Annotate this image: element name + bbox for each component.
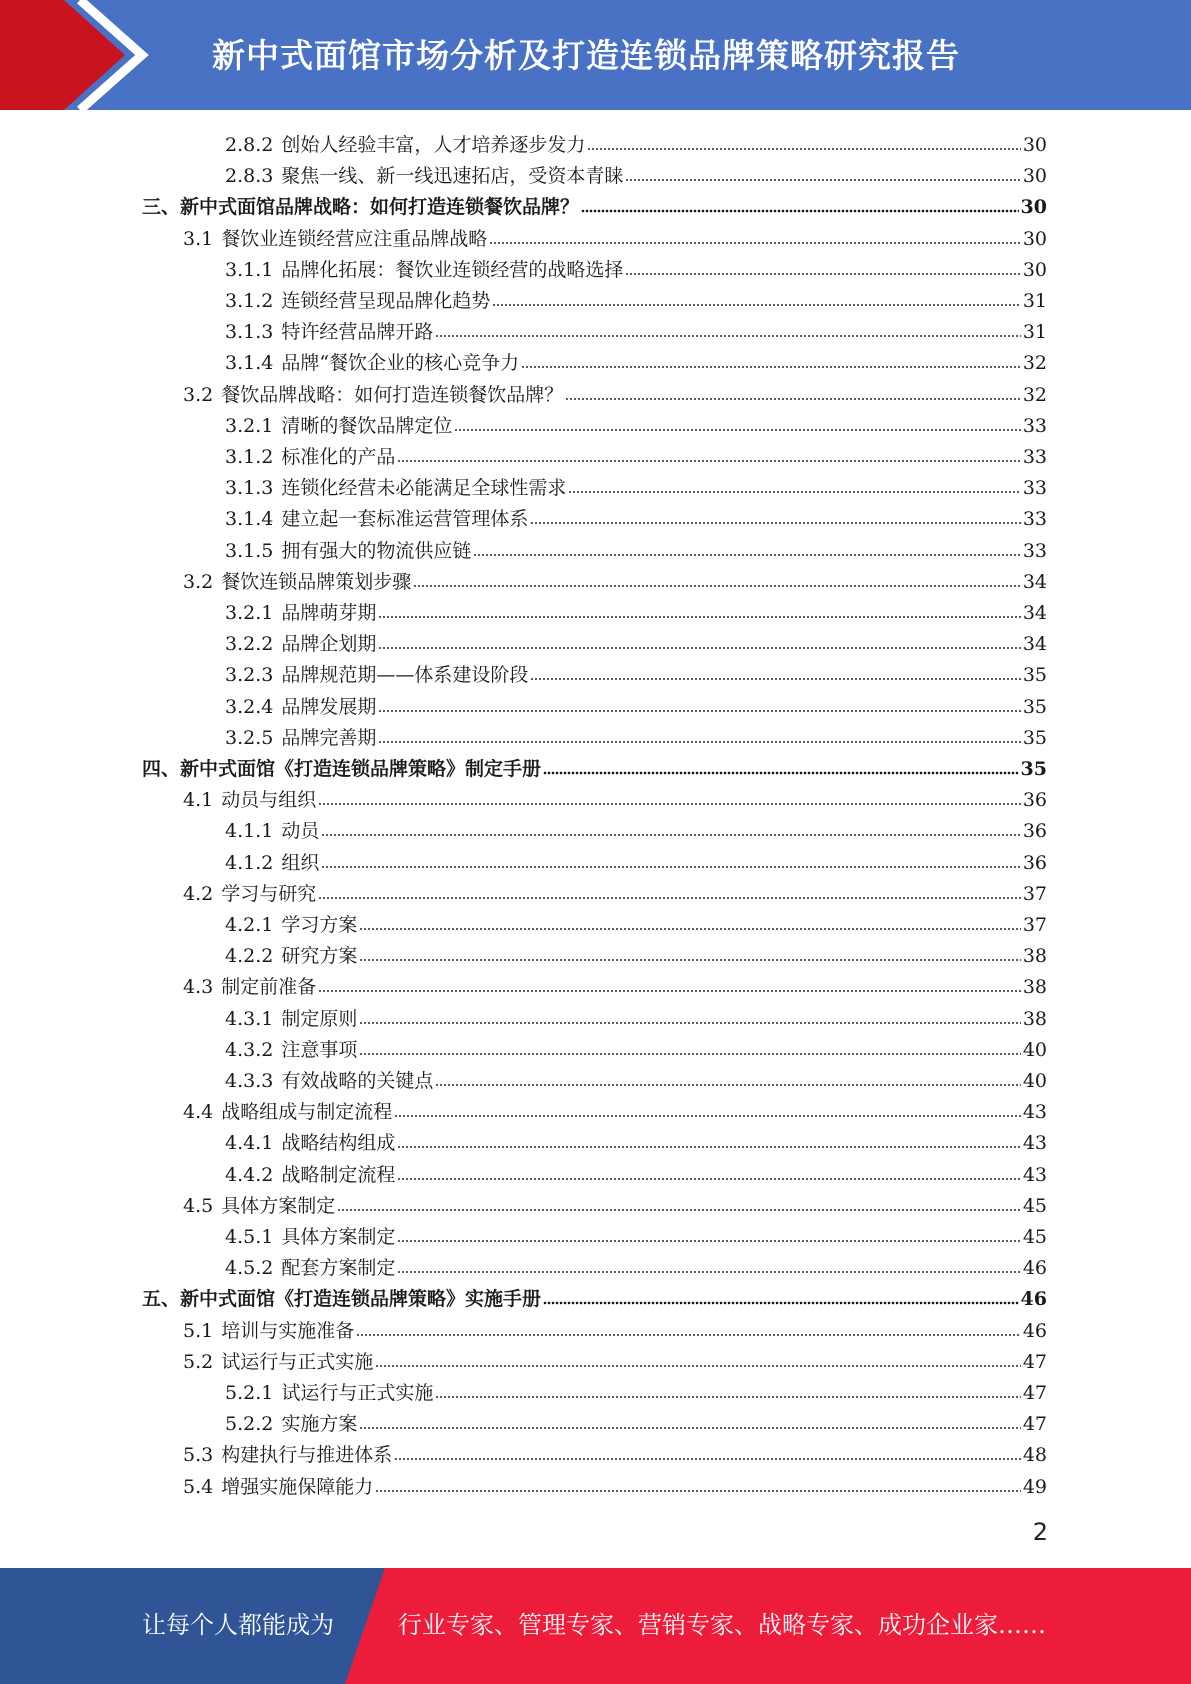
toc-entry-title: 连锁化经营未必能满足全球性需求 (281, 477, 567, 500)
toc-dot-leader (359, 1051, 1020, 1057)
toc-entry-page: 36 (1022, 851, 1047, 874)
toc-dot-leader (397, 1176, 1020, 1182)
toc-dot-leader (397, 1238, 1020, 1244)
toc-dot-leader (394, 1113, 1021, 1119)
toc-entry-title: 构建执行与推进体系 (221, 1444, 393, 1467)
toc-entry-page: 48 (1022, 1444, 1047, 1467)
toc-entry-title: 增强实施保障能力 (221, 1475, 374, 1498)
toc-dot-leader (394, 1456, 1021, 1462)
toc-entry-number: 3.2 (183, 570, 214, 593)
toc-dot-leader (454, 427, 1020, 433)
toc-entry-page: 32 (1022, 383, 1047, 406)
toc-entry-title: 建立起一套标准运营管理体系 (281, 508, 529, 531)
toc-entry-number: 3.1.3 (225, 477, 274, 500)
toc-entry-page: 38 (1022, 976, 1047, 999)
toc-entry-title: 配套方案制定 (281, 1257, 396, 1280)
toc-entry-title: 品牌完善期 (281, 726, 377, 749)
toc-entry-title: 餐饮品牌战略：如何打造连锁餐饮品牌？ (221, 383, 564, 406)
toc-entry-title: 有效战略的关键点 (281, 1070, 434, 1092)
toc-entry[interactable] (225, 1032, 1047, 1063)
toc-entry-page: 30 (1022, 165, 1047, 188)
toc-entry-number: 4.4.1 (225, 1132, 274, 1155)
toc-entry-page: 40 (1022, 1038, 1047, 1061)
toc-entry-number: 3.1.4 (225, 352, 274, 375)
toc-entry-number: 4.2 (183, 882, 214, 905)
toc-entry-title: 四、新中式面馆《打造连锁品牌策略》制定手册 (142, 758, 542, 780)
toc-entry-number: 3.2.2 (225, 633, 274, 656)
toc-entry-number: 3.1.3 (225, 321, 274, 344)
toc-entry-number: 3.2.1 (225, 414, 274, 437)
toc-dot-leader (473, 552, 1020, 558)
toc-entry-title: 动员与组织 (221, 789, 317, 812)
toc-entry-title: 聚焦一线、新一线迅速拓店，受资本青睐 (281, 165, 624, 188)
toc-entry-page: 45 (1022, 1194, 1047, 1217)
toc-dot-leader (521, 364, 1021, 370)
toc-entry-title: 品牌规范期——体系建设阶段 (281, 664, 529, 687)
toc-entry-title: 制定原则 (281, 1007, 358, 1030)
toc-entry[interactable] (225, 845, 1047, 876)
footer-slogan-left: 让每个人都能成为 (142, 1611, 334, 1639)
toc-entry-number: 3.2 (183, 383, 214, 406)
toc-entry[interactable] (183, 1188, 1047, 1219)
toc-entry-title: 研究方案 (281, 945, 358, 968)
toc-entry-page: 37 (1022, 914, 1047, 936)
toc-entry-number: 4.3.3 (225, 1070, 274, 1092)
toc-entry-title: 试运行与正式实施 (281, 1382, 434, 1404)
toc-dot-leader (378, 645, 1020, 651)
toc-entry[interactable] (183, 1344, 1047, 1375)
toc-entry-page: 40 (1022, 1070, 1047, 1092)
toc-entry-title: 品牌萌芽期 (281, 602, 377, 624)
toc-dot-leader (321, 864, 1020, 870)
toc-dot-leader (587, 146, 1020, 152)
toc-entry-page: 34 (1022, 633, 1047, 656)
toc-dot-leader (492, 302, 1020, 308)
toc-dot-leader (359, 926, 1020, 932)
toc-entry-title: 品牌化拓展：餐饮业连锁经营的战略选择 (281, 258, 624, 281)
toc-entry-number: 5.2.2 (225, 1413, 274, 1436)
toc-entry[interactable] (225, 470, 1047, 501)
toc-entry-page: 43 (1022, 1132, 1047, 1155)
toc-entry[interactable] (225, 439, 1047, 470)
toc-entry[interactable] (225, 252, 1047, 283)
toc-entry[interactable] (142, 751, 1047, 782)
toc-dot-leader (435, 333, 1020, 339)
toc-entry[interactable] (225, 626, 1047, 657)
toc-entry[interactable] (225, 657, 1047, 688)
toc-entry-number: 4.3.2 (225, 1038, 274, 1061)
toc-entry-page: 31 (1022, 321, 1047, 344)
toc-entry-page: 33 (1022, 539, 1047, 562)
toc-entry-number: 4.1.2 (225, 851, 274, 874)
toc-entry-number: 4.3 (183, 976, 214, 999)
toc-entry-page: 43 (1022, 1101, 1047, 1124)
toc-entry-number: 3.2.4 (225, 695, 274, 718)
toc-entry[interactable] (225, 720, 1047, 751)
toc-entry-page: 35 (1020, 758, 1047, 780)
toc-entry-number: 3.2.5 (225, 726, 274, 749)
toc-entry[interactable] (225, 1406, 1047, 1437)
toc-entry[interactable] (183, 1437, 1047, 1468)
toc-entry-page: 30 (1022, 134, 1047, 156)
toc-dot-leader (543, 1300, 1019, 1306)
toc-entry-title: 清晰的餐饮品牌定位 (281, 414, 453, 437)
toc-entry-number: 3.1 (183, 227, 214, 250)
toc-entry[interactable] (225, 127, 1047, 158)
toc-dot-leader (435, 1394, 1020, 1400)
toc-entry-page: 38 (1022, 1007, 1047, 1030)
toc-entry[interactable] (225, 1250, 1047, 1281)
toc-dot-leader (337, 1207, 1021, 1213)
toc-dot-leader (321, 832, 1020, 838)
page-number: 2 (1032, 1518, 1048, 1546)
toc-dot-leader (378, 614, 1020, 620)
page-footer (0, 1568, 1191, 1684)
toc-entry-title: 标准化的产品 (281, 446, 396, 468)
toc-dot-leader (318, 895, 1021, 901)
header-arrow-decoration (0, 0, 160, 110)
toc-entry-number: 3.1.1 (225, 258, 274, 281)
toc-entry-title: 战略组成与制定流程 (221, 1101, 393, 1124)
toc-dot-leader (435, 1082, 1020, 1088)
toc-entry[interactable] (225, 158, 1047, 189)
toc-entry-number: 4.3.1 (225, 1007, 274, 1030)
toc-entry-title: 拥有强大的物流供应链 (281, 539, 472, 562)
toc-entry-title: 具体方案制定 (281, 1226, 396, 1248)
toc-entry-number: 4.5 (183, 1194, 214, 1217)
toc-entry[interactable] (183, 1313, 1047, 1344)
toc-entry-number: 5.3 (183, 1444, 214, 1467)
toc-entry[interactable] (225, 689, 1047, 720)
toc-dot-leader (397, 1144, 1020, 1150)
toc-entry[interactable] (225, 283, 1047, 314)
toc-dot-leader (568, 489, 1020, 495)
toc-entry-number: 4.5.2 (225, 1257, 274, 1280)
toc-entry[interactable] (225, 907, 1047, 938)
toc-entry-title: 试运行与正式实施 (221, 1350, 374, 1373)
toc-entry-title: 组织 (281, 851, 320, 874)
toc-dot-leader (565, 396, 1021, 402)
toc-entry-title: 具体方案制定 (221, 1194, 336, 1217)
toc-entry[interactable] (142, 1281, 1047, 1312)
toc-entry[interactable] (225, 1001, 1047, 1032)
toc-entry-number: 4.2.2 (225, 945, 274, 968)
toc-entry[interactable] (183, 782, 1047, 813)
toc-entry[interactable] (225, 1063, 1047, 1094)
toc-dot-leader (413, 583, 1021, 589)
toc-entry-number: 3.1.4 (225, 508, 274, 531)
toc-dot-leader (359, 957, 1020, 963)
toc-dot-leader (397, 1269, 1020, 1275)
toc-entry[interactable] (183, 377, 1047, 408)
toc-entry-page: 36 (1022, 789, 1047, 812)
toc-entry[interactable] (225, 345, 1047, 376)
toc-entry-page: 31 (1022, 290, 1047, 312)
toc-entry-number: 3.1.2 (225, 290, 274, 312)
toc-entry[interactable] (225, 314, 1047, 345)
toc-entry-title: 动员 (281, 820, 320, 843)
toc-entry-title: 制定前准备 (221, 976, 317, 999)
toc-entry-number: 3.1.5 (225, 539, 274, 562)
toc-entry-title: 三、新中式面馆品牌战略：如何打造连锁餐饮品牌？ (142, 196, 580, 219)
toc-entry-title: 五、新中式面馆《打造连锁品牌策略》实施手册 (142, 1288, 542, 1311)
toc-entry[interactable] (225, 938, 1047, 969)
toc-entry-number: 5.2.1 (225, 1382, 274, 1404)
toc-entry-title: 实施方案 (281, 1413, 358, 1436)
toc-entry-title: 品牌“餐饮企业的核心竞争力 (281, 352, 520, 375)
toc-entry-page: 35 (1022, 726, 1047, 749)
toc-dot-leader (489, 240, 1021, 246)
toc-entry-number: 4.5.1 (225, 1226, 274, 1248)
toc-entry-page: 34 (1022, 602, 1047, 624)
toc-dot-leader (625, 271, 1020, 277)
toc-entry[interactable] (225, 813, 1047, 844)
toc-entry-page: 47 (1022, 1350, 1047, 1373)
toc-entry-title: 战略结构组成 (281, 1132, 396, 1155)
toc-entry-number: 4.1.1 (225, 820, 274, 843)
toc-entry[interactable] (183, 221, 1047, 252)
toc-entry[interactable] (225, 1157, 1047, 1188)
toc-dot-leader (318, 801, 1021, 807)
toc-dot-leader (359, 1020, 1020, 1026)
toc-entry-page: 37 (1022, 882, 1047, 905)
toc-entry-page: 33 (1022, 477, 1047, 500)
toc-entry-number: 5.4 (183, 1475, 214, 1498)
toc-entry-title: 注意事项 (281, 1038, 358, 1061)
toc-entry[interactable] (183, 969, 1047, 1000)
toc-entry-number: 4.4 (183, 1101, 214, 1124)
toc-entry-number: 4.1 (183, 789, 214, 812)
toc-entry-page: 43 (1022, 1163, 1047, 1186)
toc-entry[interactable] (183, 1469, 1047, 1500)
toc-entry-title: 特许经营品牌开路 (281, 321, 434, 344)
toc-entry-number: 3.2.3 (225, 664, 274, 687)
toc-entry[interactable] (225, 1375, 1047, 1406)
toc-entry[interactable] (183, 1094, 1047, 1125)
toc-dot-leader (543, 770, 1019, 776)
toc-dot-leader (530, 520, 1020, 526)
toc-entry-page: 47 (1022, 1382, 1047, 1404)
toc-entry-page: 30 (1022, 258, 1047, 281)
toc-entry[interactable] (142, 189, 1047, 220)
toc-entry-title: 餐饮连锁品牌策划步骤 (221, 570, 412, 593)
toc-entry-title: 连锁经营呈现品牌化趋势 (281, 290, 491, 312)
toc-entry-title: 餐饮业连锁经营应注重品牌战略 (221, 227, 488, 250)
footer-slogan-right: 行业专家、管理专家、营销专家、战略专家、成功企业家…… (398, 1611, 1046, 1639)
toc-entry-page: 30 (1022, 227, 1047, 250)
toc-dot-leader (397, 458, 1020, 464)
toc-dot-leader (625, 177, 1020, 183)
toc-entry-number: 2.8.3 (225, 165, 274, 188)
toc-entry-number: 2.8.2 (225, 134, 274, 156)
toc-entry-title: 战略制定流程 (281, 1163, 396, 1186)
toc-entry[interactable] (225, 1219, 1047, 1250)
toc-entry-page: 49 (1022, 1475, 1047, 1498)
report-title: 新中式面馆市场分析及打造连锁品牌策略研究报告 (212, 36, 960, 75)
toc-entry[interactable] (183, 876, 1047, 907)
toc-dot-leader (318, 988, 1021, 994)
toc-dot-leader (378, 708, 1020, 714)
toc-entry-number: 5.1 (183, 1319, 214, 1342)
toc-dot-leader (356, 1332, 1021, 1338)
toc-entry-number: 4.4.2 (225, 1163, 274, 1186)
toc-entry-page: 35 (1022, 664, 1047, 687)
toc-dot-leader (530, 676, 1020, 682)
toc-entry-page: 36 (1022, 820, 1047, 843)
toc-entry-number: 3.2.1 (225, 602, 274, 624)
toc-entry-page: 30 (1020, 196, 1047, 219)
toc-entry[interactable] (225, 501, 1047, 532)
toc-entry-page: 47 (1022, 1413, 1047, 1436)
toc-entry-number: 4.2.1 (225, 914, 274, 936)
toc-dot-leader (378, 739, 1020, 745)
toc-entry-page: 46 (1022, 1319, 1047, 1342)
toc-dot-leader (375, 1363, 1021, 1369)
toc-entry-page: 45 (1022, 1226, 1047, 1248)
toc-entry-page: 38 (1022, 945, 1047, 968)
page-header (0, 0, 1191, 110)
toc-entry-title: 培训与实施准备 (221, 1319, 355, 1342)
toc-entry[interactable] (225, 595, 1047, 626)
toc-entry-title: 学习方案 (281, 914, 358, 936)
toc-entry-page: 33 (1022, 446, 1047, 468)
toc-entry-page: 34 (1022, 570, 1047, 593)
toc-entry-title: 品牌发展期 (281, 695, 377, 718)
toc-entry-page: 33 (1022, 414, 1047, 437)
toc-entry-page: 46 (1020, 1288, 1047, 1311)
toc-entry-title: 创始人经验丰富，人才培养逐步发力 (281, 134, 586, 156)
toc-entry-title: 学习与研究 (221, 882, 317, 905)
toc-entry[interactable] (225, 408, 1047, 439)
toc-entry-page: 35 (1022, 695, 1047, 718)
toc-entry-title: 品牌企划期 (281, 633, 377, 656)
toc-entry-page: 46 (1022, 1257, 1047, 1280)
toc-entry[interactable] (225, 533, 1047, 564)
toc-entry[interactable] (225, 1125, 1047, 1156)
toc-entry-page: 32 (1022, 352, 1047, 375)
toc-entry-number: 3.1.2 (225, 446, 274, 468)
toc-entry[interactable] (183, 564, 1047, 595)
toc-entry-number: 5.2 (183, 1350, 214, 1373)
toc-dot-leader (359, 1425, 1020, 1431)
toc-dot-leader (581, 208, 1019, 214)
toc-dot-leader (375, 1488, 1021, 1494)
toc-entry-page: 33 (1022, 508, 1047, 531)
